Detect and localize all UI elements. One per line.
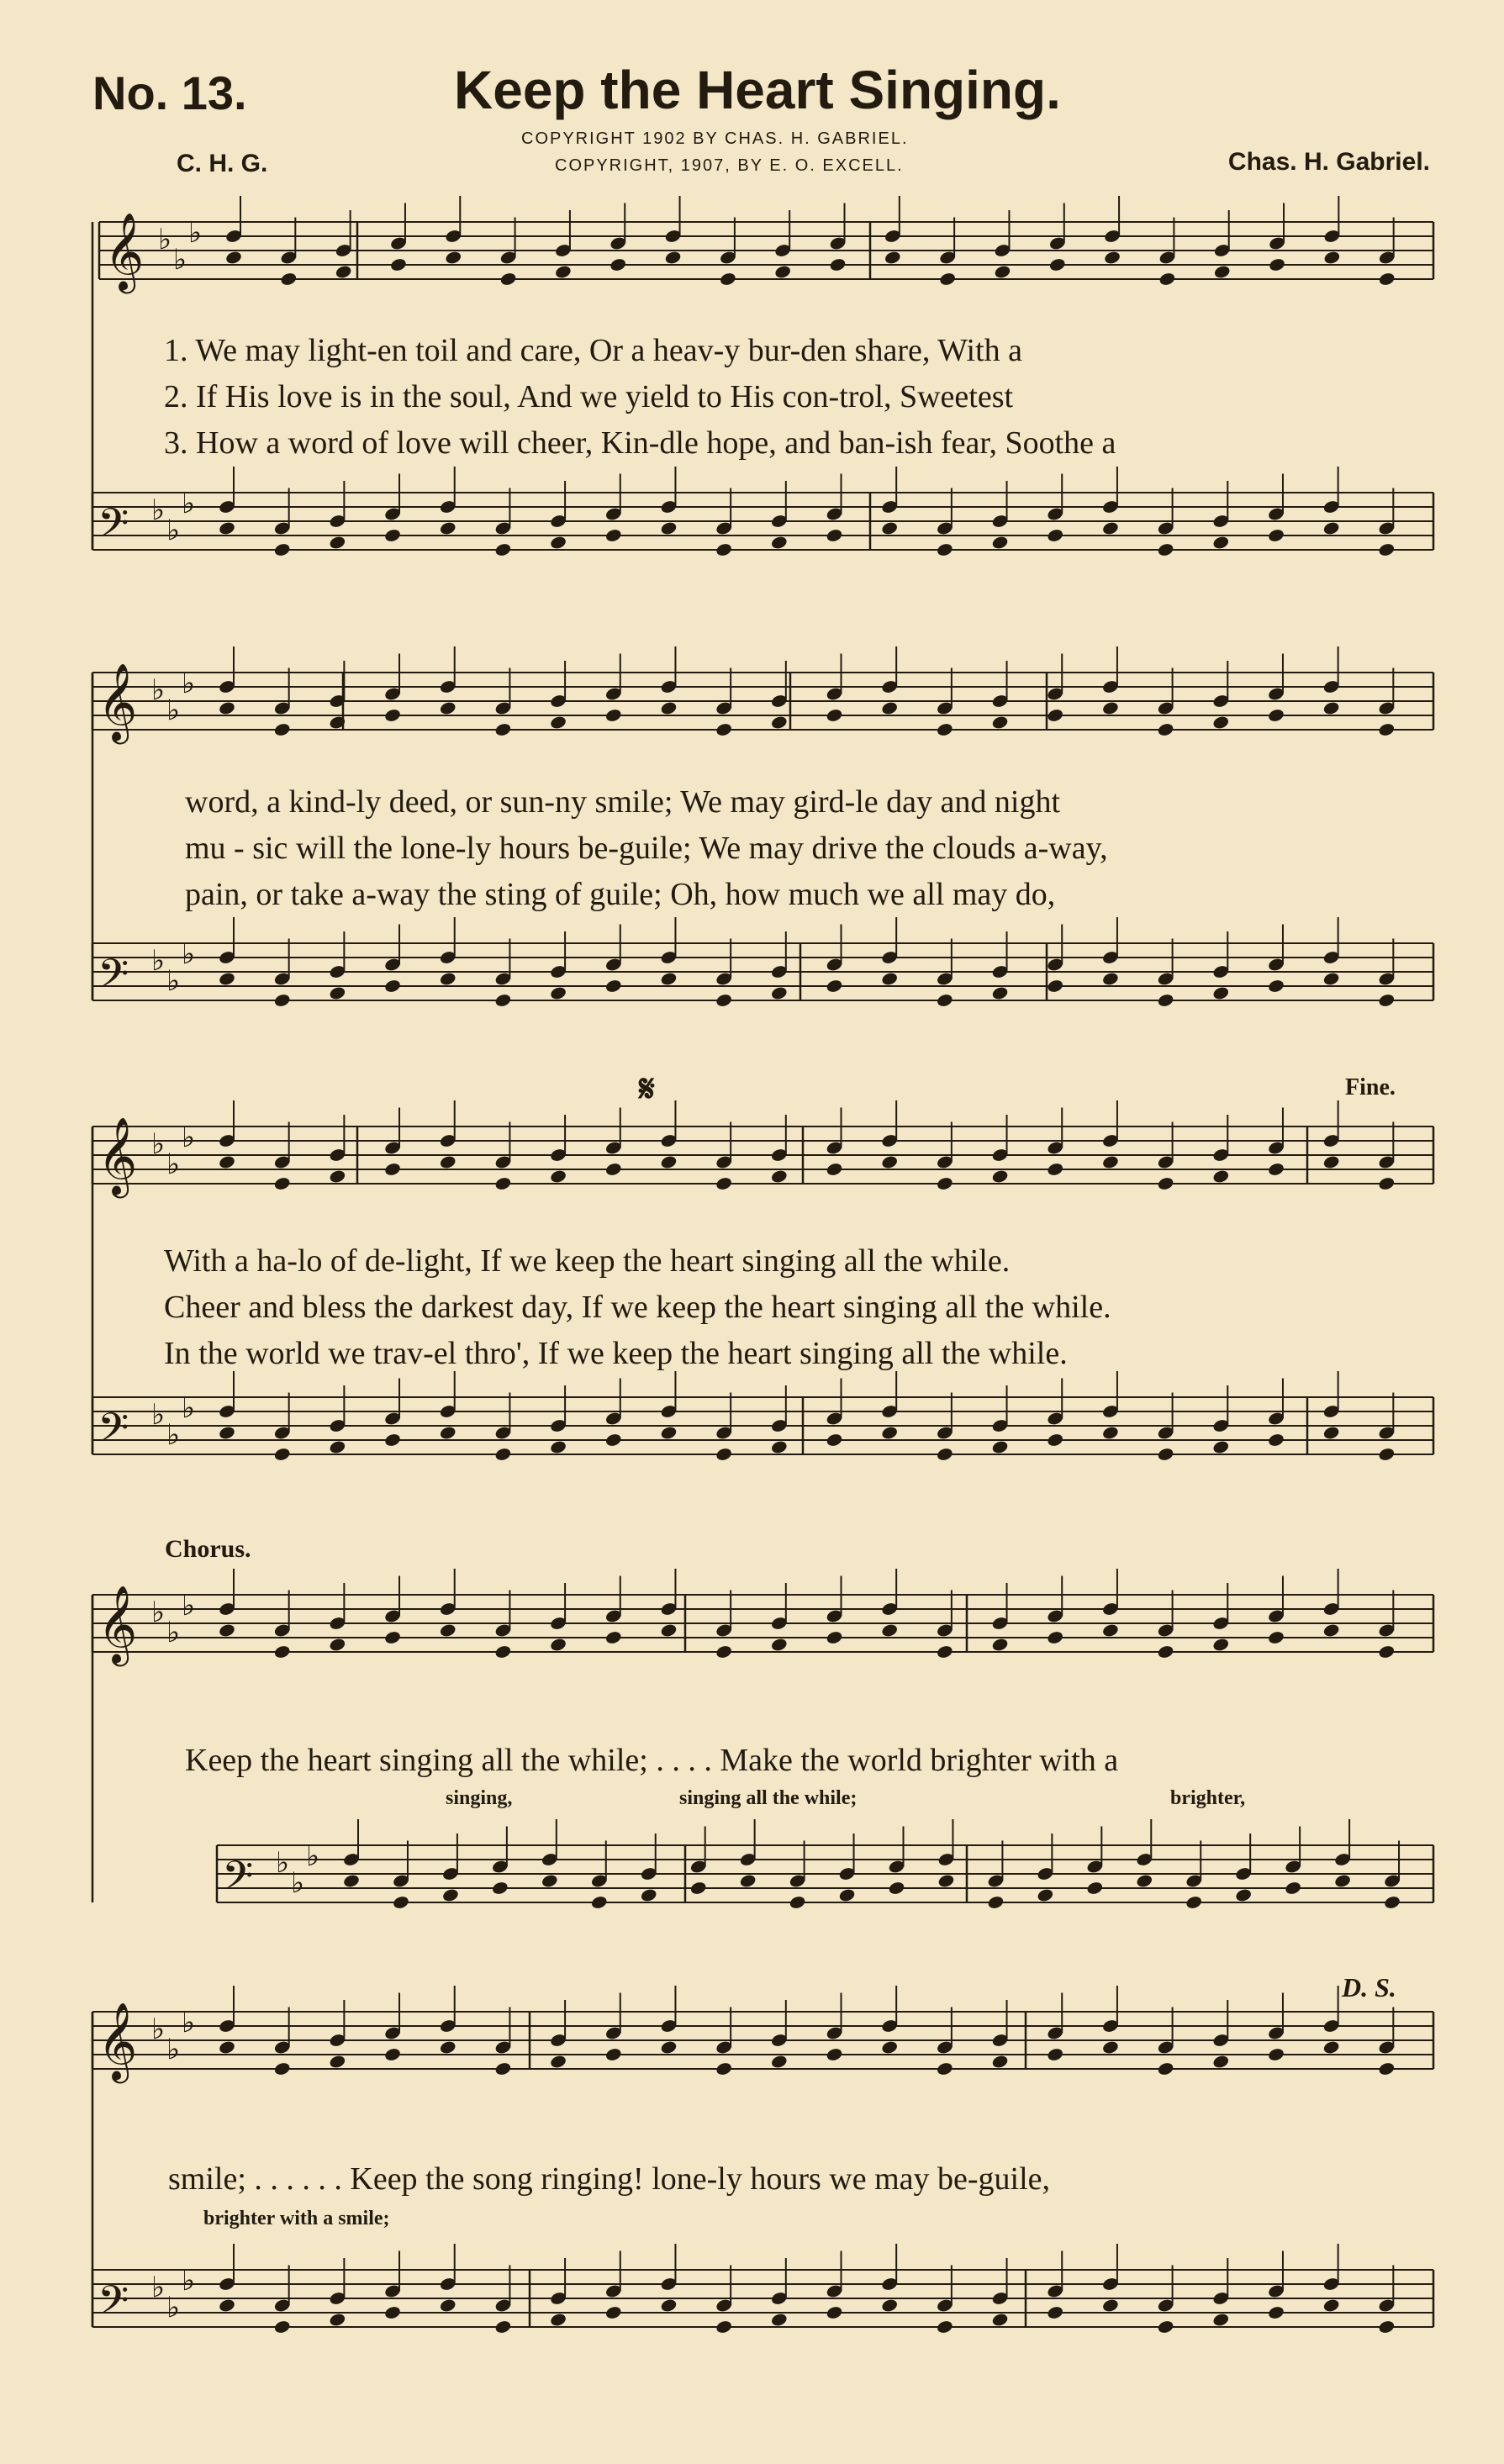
note-head	[329, 1439, 346, 1454]
note-head	[991, 1439, 1009, 1454]
note-head	[1101, 2298, 1119, 2313]
note-head	[439, 1622, 456, 1638]
note-head	[1086, 1881, 1104, 1896]
verse-1-line-a: 1. We may light-en toil and care, Or a heav-y bur-den share, With a	[164, 333, 1022, 368]
note-head	[888, 1881, 905, 1896]
verse-3-line-c: In the world we trav-el thro', If we keep the heart singing all the while.	[164, 1336, 1068, 1371]
note-head	[936, 1447, 953, 1462]
note-head	[770, 985, 788, 1000]
verse-2-line-b: mu - sic will the lone-ly hours be-guile; We may drive the clouds a-way,	[185, 831, 1108, 866]
note-head	[881, 1622, 899, 1638]
note-head	[383, 708, 401, 723]
note-head	[273, 722, 291, 737]
chorus-line-2: smile; . . . . . . Keep the song ringing! lone-ly hours we may be-guile,	[168, 2161, 1051, 2197]
note-head	[218, 1425, 235, 1440]
note-head	[936, 1644, 953, 1659]
note-head	[610, 257, 627, 272]
note-head	[991, 715, 1009, 730]
flat-icon: ♭	[158, 223, 172, 256]
note-head	[936, 2061, 953, 2076]
note-head	[1333, 1873, 1351, 1888]
note-head	[774, 264, 792, 279]
note-head	[218, 520, 235, 536]
note-head	[273, 2319, 291, 2335]
treble-clef-icon: 𝄞	[98, 1116, 138, 1195]
note-head	[660, 520, 678, 536]
note-head	[329, 1637, 346, 1652]
note-head	[1212, 1637, 1230, 1652]
note-head	[1157, 1447, 1174, 1462]
flat-icon: ♭	[151, 944, 166, 978]
note-head	[1322, 1622, 1340, 1638]
flat-icon: ♭	[151, 1398, 166, 1432]
note-head	[1212, 2054, 1230, 2069]
treble-clef-icon: 𝄞	[98, 1585, 138, 1663]
note-head	[383, 2305, 401, 2320]
note-head	[1157, 722, 1174, 737]
note-head	[1378, 722, 1396, 737]
note-head	[881, 1425, 899, 1440]
note-head	[1047, 708, 1064, 723]
note-head	[1213, 264, 1231, 279]
note-head	[218, 971, 235, 986]
note-head	[881, 2039, 899, 2055]
note-head	[549, 1439, 567, 1454]
note-head	[549, 535, 567, 550]
note-head	[392, 1895, 409, 1910]
note-head	[1322, 2039, 1340, 2055]
note-head	[494, 2061, 512, 2076]
note-head	[1322, 520, 1340, 536]
note-head	[660, 1154, 678, 1169]
note-head	[770, 1169, 788, 1184]
note-head	[549, 2312, 567, 2327]
note-head	[549, 1169, 567, 1184]
note-head	[1136, 1873, 1153, 1888]
note-head	[1267, 708, 1285, 723]
note-head	[938, 272, 956, 287]
note-head	[1047, 1432, 1064, 1448]
note-head	[936, 993, 953, 1008]
note-head	[936, 722, 953, 737]
chorus-small-3: brighter,	[1170, 1787, 1246, 1809]
chorus-line-1: Keep the heart singing all the while; . . . . Make the world brighter with a	[185, 1743, 1119, 1778]
bass-clef-icon: 𝄢	[98, 2277, 129, 2334]
note-head	[715, 1447, 732, 1462]
note-head	[937, 1873, 955, 1888]
flat-icon: ♭	[182, 1589, 196, 1622]
note-head	[829, 257, 847, 272]
note-head	[1048, 257, 1066, 272]
note-head	[881, 520, 899, 536]
chorus-label: Chorus.	[165, 1535, 251, 1563]
note-head	[1378, 1644, 1396, 1659]
note-head	[439, 2298, 456, 2313]
note-head	[1101, 971, 1119, 986]
note-head	[1212, 985, 1230, 1000]
note-head	[1047, 2047, 1064, 2062]
note-head	[1101, 520, 1119, 536]
bass-clef-icon: 𝄢	[98, 499, 129, 557]
note-head	[1212, 2312, 1230, 2327]
note-head	[1037, 1887, 1054, 1902]
note-head	[770, 715, 788, 730]
verse-3-line-a: 3. How a word of love will cheer, Kin-dle hope, and ban-ish fear, Soothe a	[164, 425, 1116, 461]
note-head	[1157, 542, 1174, 557]
note-head	[494, 993, 512, 1008]
flat-icon: ♭	[182, 667, 196, 700]
chorus-small-1: singing,	[446, 1787, 513, 1809]
note-head	[1322, 1154, 1340, 1169]
note-head	[1267, 1630, 1285, 1645]
note-head	[383, 528, 401, 543]
note-head	[1157, 2061, 1174, 2076]
flat-icon: ♭	[182, 937, 196, 971]
note-head	[280, 272, 298, 287]
verse-1-line-c: With a ha-lo of de-light, If we keep the heart singing all the while.	[164, 1243, 1011, 1279]
bass-clef-icon: 𝄢	[98, 1404, 129, 1461]
note-head	[439, 520, 456, 536]
treble-clef-icon: 𝄞	[98, 2002, 138, 2080]
flat-icon: ♭	[306, 1839, 320, 1873]
note-head	[739, 1873, 757, 1888]
note-head	[1383, 1895, 1401, 1910]
note-head	[604, 1630, 622, 1645]
note-head	[826, 1162, 843, 1177]
note-head	[664, 250, 682, 265]
note-head	[604, 1432, 622, 1448]
note-head	[1267, 1432, 1285, 1448]
note-head	[273, 542, 291, 557]
flat-icon: ♭	[151, 493, 166, 527]
flat-icon: ♭	[166, 1616, 181, 1649]
note-head	[1101, 1425, 1119, 1440]
note-head	[987, 1895, 1005, 1910]
flat-icon: ♭	[166, 2291, 181, 2324]
note-head	[826, 2305, 843, 2320]
flat-icon: ♭	[166, 2033, 181, 2066]
bass-clef-icon: 𝄢	[98, 950, 129, 1007]
note-head	[660, 971, 678, 986]
note-head	[218, 2298, 235, 2313]
note-head	[494, 542, 512, 557]
note-head	[1047, 1630, 1064, 1645]
note-head	[640, 1887, 657, 1902]
note-head	[273, 1176, 291, 1191]
note-head	[1101, 2039, 1119, 2055]
note-head	[660, 2039, 678, 2055]
chorus-small-4: brighter with a smile;	[203, 2208, 390, 2229]
note-head	[554, 264, 572, 279]
note-head	[881, 1154, 899, 1169]
note-head	[439, 700, 456, 715]
note-head	[494, 1176, 512, 1191]
note-head	[1212, 715, 1230, 730]
note-head	[715, 2061, 732, 2076]
note-head	[1047, 2305, 1064, 2320]
note-head	[273, 2061, 291, 2076]
note-head	[1267, 2047, 1285, 2062]
note-head	[590, 1895, 608, 1910]
note-head	[1101, 1622, 1119, 1638]
note-head	[329, 985, 346, 1000]
note-head	[1185, 1895, 1203, 1910]
flat-icon: ♭	[151, 1127, 166, 1161]
note-head	[1378, 993, 1396, 1008]
note-head	[826, 1432, 843, 1448]
note-head	[383, 2047, 401, 2062]
note-head	[1268, 257, 1285, 272]
note-head	[604, 528, 622, 543]
note-head	[224, 250, 242, 265]
note-head	[1378, 2061, 1396, 2076]
note-head	[1267, 2305, 1285, 2320]
note-head	[329, 1169, 346, 1184]
chorus-small-2: singing all the while;	[679, 1787, 858, 1809]
flat-icon: ♭	[151, 1596, 166, 1629]
note-head	[439, 1154, 456, 1169]
note-head	[715, 722, 732, 737]
flat-icon: ♭	[182, 2264, 196, 2298]
note-head	[494, 2319, 512, 2335]
note-head	[1378, 1176, 1396, 1191]
note-head	[273, 1447, 291, 1462]
note-head	[770, 1439, 788, 1454]
hymn-number: No. 13.	[92, 66, 247, 119]
flat-icon: ♭	[166, 964, 181, 998]
copyright-line-2: COPYRIGHT, 1907, BY E. O. EXCELL.	[555, 156, 904, 175]
note-head	[273, 993, 291, 1008]
note-head	[789, 1895, 806, 1910]
note-head	[1157, 1176, 1174, 1191]
note-head	[826, 708, 843, 723]
note-head	[838, 1887, 856, 1902]
note-head	[218, 1154, 235, 1169]
flat-icon: ♭	[173, 243, 187, 277]
note-head	[660, 2298, 678, 2313]
note-head	[329, 535, 346, 550]
note-head	[1157, 2319, 1174, 2335]
note-head	[991, 1169, 1009, 1184]
note-head	[1322, 1425, 1340, 1440]
hymn-title: Keep the Heart Singing.	[454, 60, 1061, 120]
note-head	[1212, 1169, 1230, 1184]
note-head	[273, 1644, 291, 1659]
note-head	[1047, 528, 1064, 543]
bass-clef-icon: 𝄢	[222, 1852, 254, 1909]
note-head	[826, 979, 843, 994]
verse-1-line-b: word, a kind-ly deed, or sun-ny smile; We may gird-le day and night	[185, 784, 1061, 820]
note-head	[1157, 993, 1174, 1008]
segno-sign: 𝄋	[639, 1068, 655, 1110]
note-head	[1235, 1887, 1253, 1902]
note-head	[1378, 2319, 1396, 2335]
note-head	[1267, 979, 1285, 994]
note-head	[604, 1162, 622, 1177]
note-head	[383, 979, 401, 994]
note-head	[826, 528, 843, 543]
note-head	[218, 2039, 235, 2055]
note-head	[383, 1432, 401, 1448]
note-head	[549, 2054, 567, 2069]
note-head	[549, 985, 567, 1000]
note-head	[881, 700, 899, 715]
note-head	[494, 722, 512, 737]
note-head	[494, 1447, 512, 1462]
note-head	[1212, 1439, 1230, 1454]
note-head	[1378, 542, 1396, 557]
flat-icon: ♭	[166, 694, 181, 727]
note-head	[1322, 2298, 1340, 2313]
flat-icon: ♭	[182, 1121, 196, 1154]
note-head	[826, 1630, 843, 1645]
note-head	[936, 2319, 953, 2335]
note-head	[439, 971, 456, 986]
note-head	[439, 2039, 456, 2055]
note-head	[329, 2054, 346, 2069]
flat-icon: ♭	[182, 487, 196, 520]
note-head	[881, 971, 899, 986]
note-head	[715, 1176, 732, 1191]
note-head	[715, 993, 732, 1008]
note-head	[1378, 1447, 1396, 1462]
note-head	[342, 1873, 360, 1888]
note-head	[770, 2312, 788, 2327]
note-head	[439, 1425, 456, 1440]
note-head	[660, 1425, 678, 1440]
note-head	[491, 1881, 509, 1896]
note-head	[604, 708, 622, 723]
note-head	[991, 2312, 1009, 2327]
verse-2-line-a: 2. If His love is in the soul, And we yield to His con-trol, Sweetest	[164, 379, 1014, 414]
note-head	[1157, 1644, 1174, 1659]
flat-icon: ♭	[166, 1418, 181, 1452]
note-head	[1212, 535, 1230, 550]
note-head	[1322, 700, 1340, 715]
note-head	[660, 1622, 678, 1638]
note-head	[1103, 250, 1121, 265]
note-head	[884, 250, 901, 265]
note-head	[1101, 1154, 1119, 1169]
note-head	[936, 1176, 953, 1191]
verse-3-line-b: pain, or take a-way the sting of guile; Oh, how much we all may do,	[185, 877, 1056, 912]
note-head	[991, 1637, 1009, 1652]
ds-mark: D. S.	[1342, 1972, 1396, 2002]
note-head	[1323, 250, 1341, 265]
copyright-line-1: COPYRIGHT 1902 BY CHAS. H. GABRIEL.	[521, 129, 909, 148]
author-initials: C. H. G.	[177, 150, 268, 177]
note-head	[1101, 700, 1119, 715]
note-head	[1047, 979, 1064, 994]
fine-mark: Fine.	[1345, 1074, 1396, 1100]
note-head	[541, 1873, 558, 1888]
flat-icon: ♭	[151, 2271, 166, 2304]
note-head	[770, 2054, 788, 2069]
flat-icon: ♭	[276, 1846, 290, 1880]
flat-icon: ♭	[182, 2006, 196, 2039]
flat-icon: ♭	[188, 216, 203, 250]
note-head	[445, 250, 462, 265]
note-head	[549, 715, 567, 730]
note-head	[991, 985, 1009, 1000]
note-head	[604, 2305, 622, 2320]
composer-name: Chas. H. Gabriel.	[1227, 148, 1430, 176]
note-head	[329, 2312, 346, 2327]
note-head	[441, 1887, 459, 1902]
note-head	[991, 535, 1009, 550]
note-head	[826, 2047, 843, 2062]
verse-2-line-c: Cheer and bless the darkest day, If we keep the heart singing all the while.	[164, 1290, 1111, 1325]
flat-icon: ♭	[166, 514, 181, 547]
note-head	[881, 2298, 899, 2313]
note-head	[218, 700, 235, 715]
note-head	[1047, 1162, 1064, 1177]
flat-icon: ♭	[182, 1391, 196, 1425]
note-head	[383, 1162, 401, 1177]
note-head	[1378, 272, 1396, 287]
note-head	[1267, 528, 1285, 543]
note-head	[719, 272, 736, 287]
flat-icon: ♭	[291, 1866, 305, 1900]
note-head	[383, 1630, 401, 1645]
note-head	[715, 1644, 732, 1659]
note-head	[1267, 1162, 1285, 1177]
note-head	[218, 1622, 235, 1638]
note-head	[549, 1637, 567, 1652]
note-head	[1284, 1881, 1301, 1896]
flat-icon: ♭	[151, 673, 166, 707]
note-head	[991, 2054, 1009, 2069]
treble-clef-icon: 𝄞	[98, 662, 138, 741]
note-head	[770, 1637, 788, 1652]
treble-clef-icon: 𝄞	[104, 212, 145, 290]
note-head	[1158, 272, 1176, 287]
note-head	[494, 1644, 512, 1659]
note-head	[1322, 971, 1340, 986]
note-head	[715, 2319, 732, 2335]
note-head	[604, 979, 622, 994]
flat-icon: ♭	[151, 2013, 166, 2046]
note-head	[994, 264, 1011, 279]
note-head	[770, 535, 788, 550]
note-head	[389, 257, 407, 272]
note-head	[499, 272, 517, 287]
note-head	[715, 542, 732, 557]
note-head	[604, 2047, 622, 2062]
note-head	[936, 542, 953, 557]
note-head	[660, 700, 678, 715]
flat-icon: ♭	[166, 1148, 181, 1181]
note-head	[689, 1881, 707, 1896]
note-head	[335, 264, 352, 279]
